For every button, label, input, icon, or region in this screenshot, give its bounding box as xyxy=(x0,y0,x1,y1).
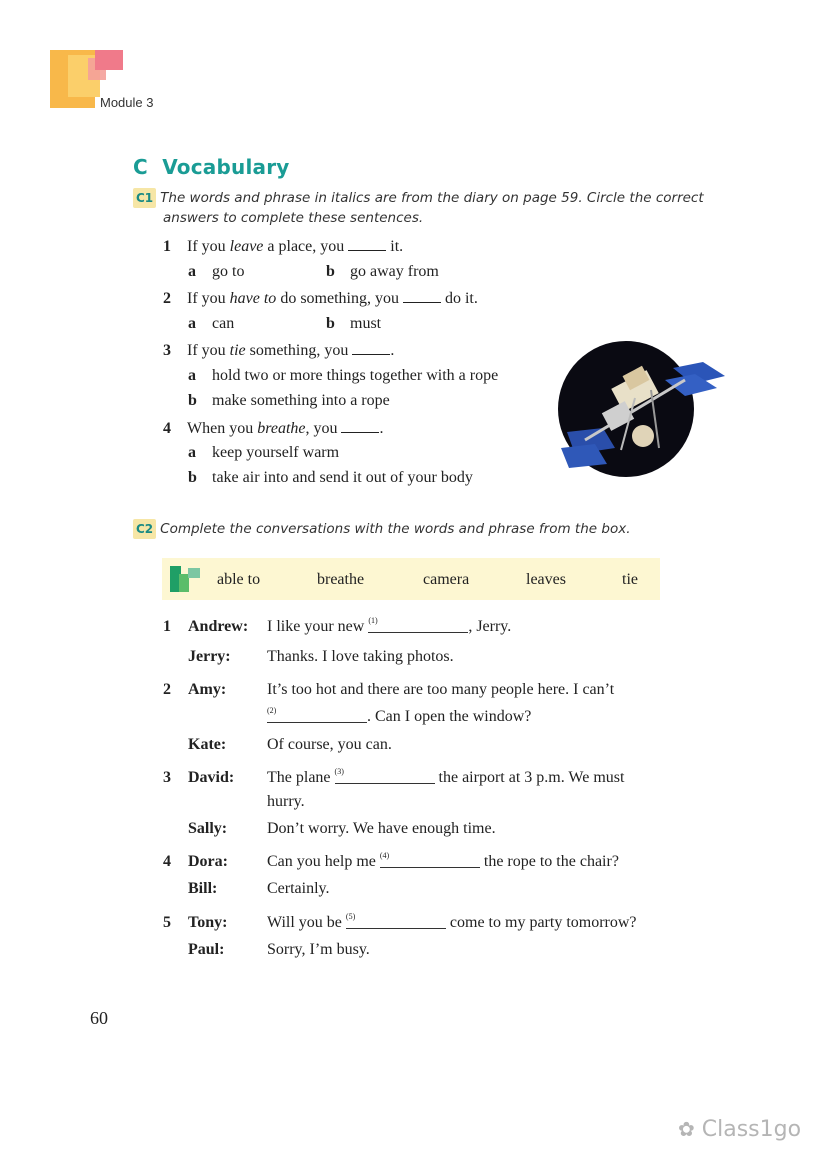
c1-item-1: 1 If you leave a place, you it. xyxy=(163,238,404,255)
speaker-name: Bill: xyxy=(188,880,218,897)
answer-blank-2[interactable]: (2) xyxy=(267,708,367,723)
conv-number: 5 xyxy=(163,914,171,931)
c2-instruction: C2 Complete the conversations with the words and phrase from the box. xyxy=(133,519,733,539)
c1-item-2: 2 If you have to do something, you do it. xyxy=(163,290,478,307)
c2-badge: C2 xyxy=(133,519,156,539)
c1-item-4: 4 When you breathe, you . xyxy=(163,420,384,437)
conv-line: Certainly. xyxy=(267,880,330,897)
option-b[interactable]: b must xyxy=(326,315,382,332)
speaker-name: David: xyxy=(188,769,235,786)
conv-line: Can you help me $^{(4)}$ the rope to the chair? xyxy=(267,851,619,870)
conv-number: 1 xyxy=(163,618,171,635)
speaker-name: Sally: xyxy=(188,820,228,837)
option-b[interactable]: b go away from xyxy=(326,263,439,280)
conv-line: Will you be $^{(5)}$ come to my party tomorrow? xyxy=(267,912,637,931)
speaker-name: Tony: xyxy=(188,914,228,931)
word-box-icon xyxy=(188,568,200,578)
answer-blank-4[interactable]: (4) xyxy=(380,853,480,868)
option-a[interactable]: a go to xyxy=(188,263,245,280)
c1-item-4-option-a[interactable]: a keep yourself warm xyxy=(188,444,340,461)
speaker-name: Paul: xyxy=(188,941,225,958)
word-leaves: leaves xyxy=(526,571,566,588)
answer-blank-5[interactable]: (5) xyxy=(346,914,446,929)
speaker-name: Kate: xyxy=(188,736,227,753)
conv-line: I like your new $^{(1)}$ , Jerry. xyxy=(267,616,512,635)
speaker-name: Jerry: xyxy=(188,648,231,665)
answer-blank-3[interactable]: (3) xyxy=(335,769,435,784)
speaker-name: Amy: xyxy=(188,681,227,698)
conv-line: Of course, you can. xyxy=(267,736,392,753)
page-number: 60 xyxy=(90,1008,108,1028)
word-able-to: able to xyxy=(217,571,261,588)
conv-number: 2 xyxy=(163,681,171,698)
section-name: Vocabulary xyxy=(162,155,290,179)
conv-line: The plane $^{(3)}$ the airport at 3 p.m. We must xyxy=(267,767,625,786)
conv-line: $^{(2)}$ . Can I open the window? xyxy=(267,706,532,725)
answer-blank-1[interactable]: (1) xyxy=(368,618,468,633)
c1-item-3: 3 If you tie something, you . xyxy=(163,342,395,359)
c1-item-1-options xyxy=(188,263,439,281)
c1-instruction: C1 The words and phrase in italics are from the diary on page 59. Circle the correct answers to complete these sentences. xyxy=(133,188,713,228)
conv-number: 4 xyxy=(163,853,171,870)
word-camera: camera xyxy=(423,571,470,588)
module-label: Module 3 xyxy=(100,95,154,110)
c1-item-3-option-b[interactable]: b make something into a rope xyxy=(188,392,390,409)
conv-line: It’s too hot and there are too many people here. I can’t xyxy=(267,681,615,698)
conv-number: 3 xyxy=(163,769,171,786)
section-letter: C xyxy=(133,155,148,179)
c1-item-4-option-b[interactable]: b take air into and send it out of your body xyxy=(188,469,473,486)
conv-line: Sorry, I’m busy. xyxy=(267,941,370,958)
word-tie: tie xyxy=(622,571,638,588)
conv-line: Thanks. I love taking photos. xyxy=(267,648,454,665)
speaker-name: Andrew: xyxy=(188,618,249,635)
watermark: ✿ Class1go xyxy=(678,1117,802,1142)
c1-item-2-options xyxy=(188,315,382,333)
module-tab-decoration xyxy=(95,50,123,70)
conv-line: hurry. xyxy=(267,793,305,810)
speaker-name: Dora: xyxy=(188,853,228,870)
word-breathe: breathe xyxy=(317,571,365,588)
space-station-illustration xyxy=(555,340,730,480)
c1-item-3-option-a[interactable]: a hold two or more things together with a rope xyxy=(188,367,499,384)
c1-badge: C1 xyxy=(133,188,156,208)
option-a[interactable]: a can xyxy=(188,315,235,332)
conv-line: Don’t worry. We have enough time. xyxy=(267,820,496,837)
section-title xyxy=(133,155,290,179)
wechat-icon: ✿ xyxy=(678,1117,695,1141)
